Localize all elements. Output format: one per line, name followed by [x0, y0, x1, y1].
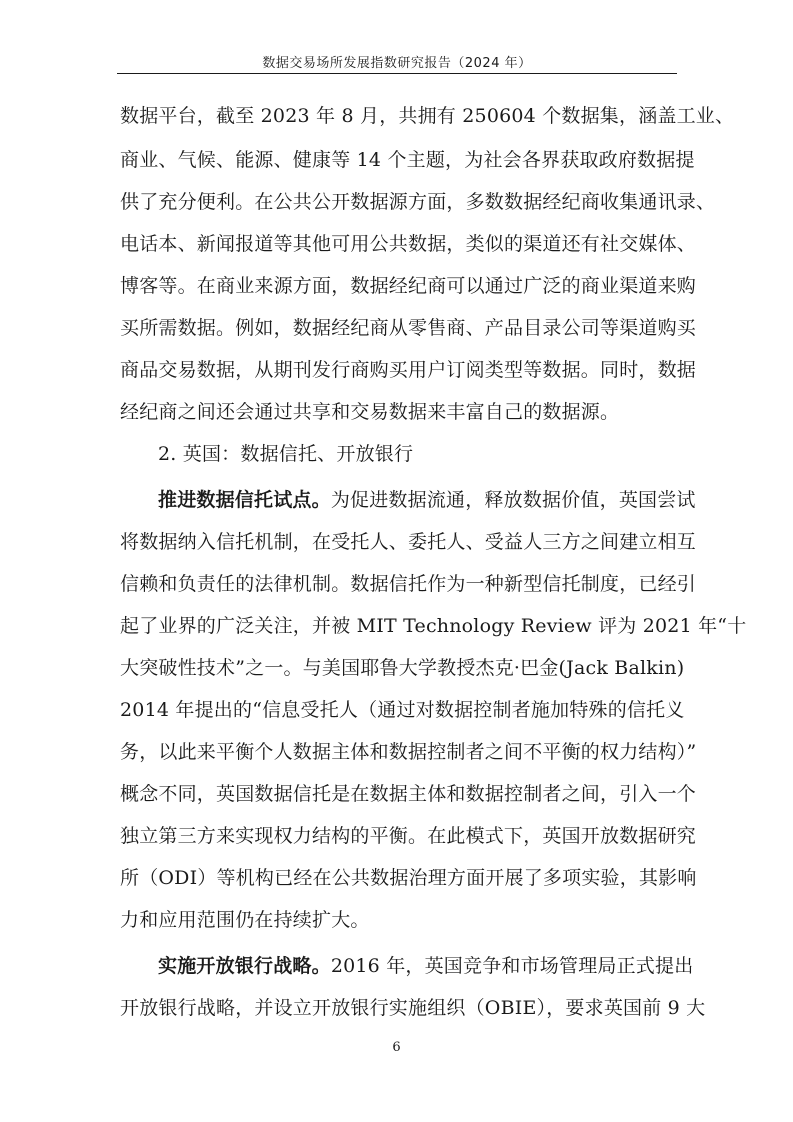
header-rule	[117, 73, 677, 74]
text-line: 博客等。在商业来源方面，数据经纪商可以通过广泛的商业渠道来购	[120, 275, 697, 297]
text-line: 经纪商之间还会通过共享和交易数据来丰富自己的数据源。	[120, 401, 620, 423]
text-line: 开放银行战略，并设立开放银行实施组织（OBIE），要求英国前 9 大	[120, 997, 706, 1019]
text-line: 所（ODI）等机构已经在公共数据治理方面开展了多项实验，其影响	[120, 867, 697, 889]
text-line: 信赖和负责任的法律机制。数据信托作为一种新型信托制度，已经引	[120, 573, 697, 595]
text-line: 务，以此来平衡个人数据主体和数据控制者之间不平衡的权力结构）”	[120, 741, 697, 763]
text-line: 力和应用范围仍在持续扩大。	[120, 909, 370, 931]
section-heading: 2. 英国：数据信托、开放银行	[158, 443, 414, 465]
paragraph-lead: 实施开放银行战略。	[158, 955, 331, 977]
text-line: 大突破性技术”之一。与美国耶鲁大学教授杰克·巴金(Jack Balkin)	[120, 657, 685, 679]
text-run: 2016 年，英国竞争和市场管理局正式提出	[330, 955, 694, 977]
text-line: 商业、气候、能源、健康等 14 个主题，为社会各界获取政府数据提	[120, 149, 695, 171]
text-line: 商品交易数据，从期刊发行商购买用户订阅类型等数据。同时，数据	[120, 359, 697, 381]
text-run: 为促进数据流通，释放数据价值，英国尝试	[330, 489, 696, 511]
text-line	[158, 488, 696, 512]
page-number: 6	[392, 1040, 401, 1055]
text-line: 数据平台，截至 2023 年 8 月，共拥有 250604 个数据集，涵盖工业、	[120, 105, 735, 127]
text-line: 将数据纳入信托机制，在受托人、委托人、受益人三方之间建立相互	[120, 531, 697, 553]
text-line: 2014 年提出的“信息受托人（通过对数据控制者施加特殊的信托义	[120, 699, 685, 721]
running-header: 数据交易场所发展指数研究报告（2024 年）	[262, 56, 532, 71]
paragraph-lead: 推进数据信托试点。	[158, 489, 331, 511]
text-line: 买所需数据。例如，数据经纪商从零售商、产品目录公司等渠道购买	[120, 317, 697, 339]
text-line: 电话本、新闻报道等其他可用公共数据，类似的渠道还有社交媒体、	[120, 233, 697, 255]
text-line	[158, 954, 694, 978]
text-line: 概念不同，英国数据信托是在数据主体和数据控制者之间，引入一个	[120, 783, 697, 805]
text-line: 供了充分便利。在公共公开数据源方面，多数数据经纪商收集通讯录、	[120, 191, 716, 213]
text-line: 独立第三方来实现权力结构的平衡。在此模式下，英国开放数据研究	[120, 825, 697, 847]
text-line: 起了业界的广泛关注，并被 MIT Technology Review 评为 2021 年“十	[120, 615, 747, 637]
